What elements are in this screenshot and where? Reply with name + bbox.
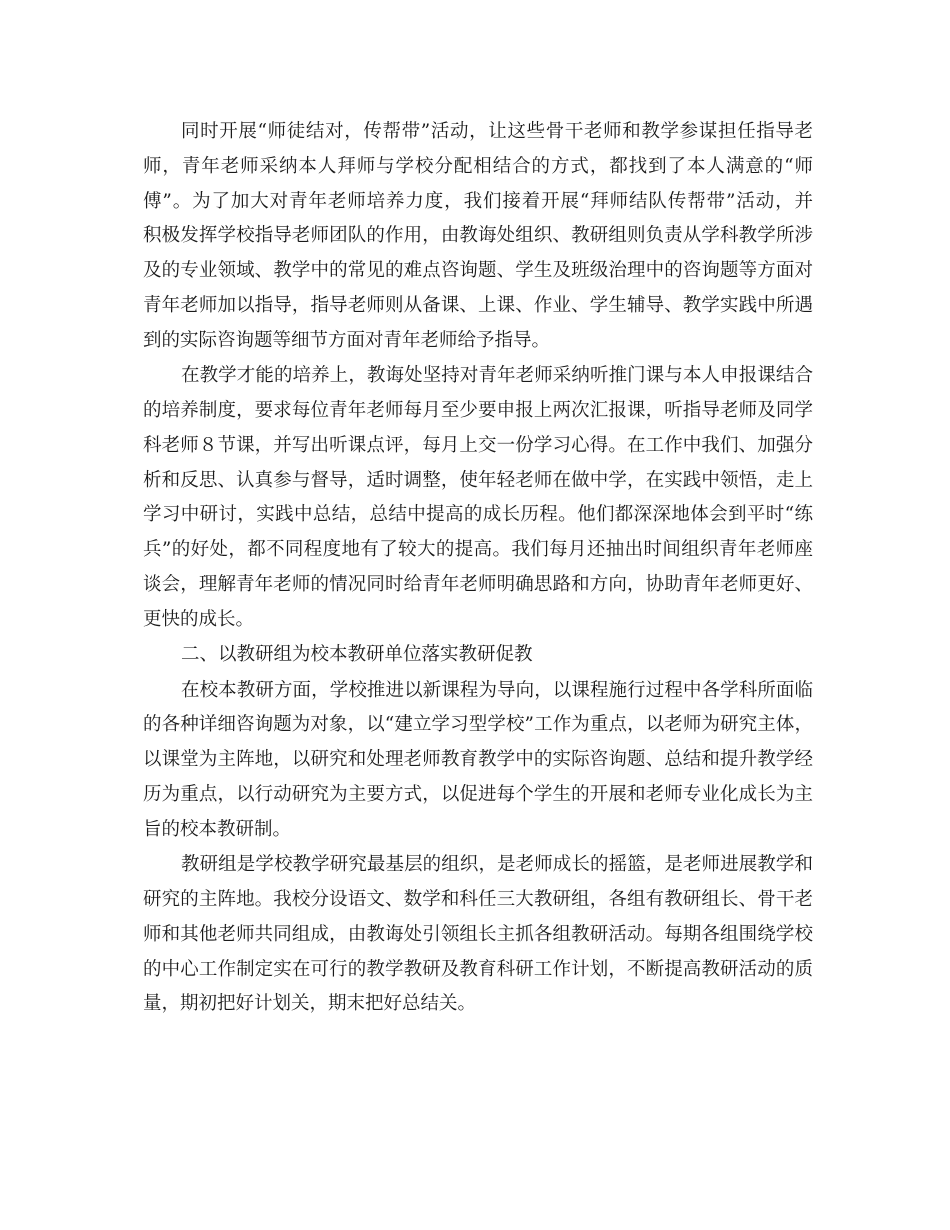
text-line: 教研组是学校教学研究最基层的组织，是老师成长的摇篮，是老师进展教学和 — [181, 854, 813, 876]
text-line: 量，期初把好计划关，期末把好总结关。 — [143, 993, 477, 1015]
text-line: 及的专业领域、教学中的常见的难点咨询题、学生及班级治理中的咨询题等方面对 — [143, 260, 813, 282]
text-line: 以课堂为主阵地，以研究和处理老师教育教学中的实际咨询题、总结和提升教学经 — [143, 749, 813, 771]
text-line: 析和反思、认真参与督导，适时调整，使年轻老师在做中学，在实践中领悟，走上 — [143, 469, 813, 491]
text-line: 科老师８节课，并写出听课点评，每月上交一份学习心得。在工作中我们、加强分 — [143, 434, 813, 456]
text-line: 的培养制度，要求每位青年老师每月至少要申报上两次汇报课，听指导老师及同学 — [143, 399, 813, 421]
text-line: 兵”的好处，都不同程度地有了较大的提高。我们每月还抽出时间组织青年老师座 — [143, 539, 813, 561]
text-line: 历为重点，以行动研究为主要方式，以促进每个学生的开展和老师专业化成长为主 — [143, 783, 813, 805]
text-line: 研究的主阵地。我校分设语文、数学和科任三大教研组，各组有教研组长、骨干老 — [143, 888, 813, 910]
document-body — [143, 115, 813, 1022]
text-line: 在教学才能的培养上，教诲处坚持对青年老师采纳听推门课与本人申报课结合 — [181, 365, 813, 387]
text-line: 学习中研讨，实践中总结，总结中提高的成长历程。他们都深深地体会到平时“练 — [143, 504, 813, 526]
section-heading-text: 二、以教研组为校本教研单位落实教研促教 — [181, 644, 533, 666]
paragraph-school-based-research — [143, 674, 813, 848]
text-line: 傅”。为了加大对青年老师培养力度，我们接着开展“拜师结队传帮带”活动，并 — [143, 190, 813, 212]
text-line: 师，青年老师采纳本人拜师与学校分配相结合的方式，都找到了本人满意的“师 — [143, 155, 813, 177]
paragraph-research-groups — [143, 848, 813, 1022]
text-line: 谈会，理解青年老师的情况同时给青年老师明确思路和方向，协助青年老师更好、 — [143, 573, 813, 595]
text-line: 积极发挥学校指导老师团队的作用，由教诲处组织、教研组则负责从学科教学所涉 — [143, 225, 813, 247]
text-line: 到的实际咨询题等细节方面对青年老师给予指导。 — [143, 329, 551, 351]
text-line: 旨的校本教研制。 — [143, 818, 292, 840]
section-heading — [143, 638, 813, 673]
paragraph-teaching-ability — [143, 359, 813, 637]
text-line: 师和其他老师共同组成，由教诲处引领组长主抓各组教研活动。每期各组围绕学校 — [143, 923, 813, 945]
text-line: 更快的成长。 — [143, 608, 255, 630]
text-line: 青年老师加以指导，指导老师则从备课、上课、作业、学生辅导、教学实践中所遇 — [143, 294, 813, 316]
text-line: 的各种详细咨询题为对象，以“建立学习型学校”工作为重点，以老师为研究主体， — [143, 714, 813, 736]
text-line: 的中心工作制定实在可行的教学教研及教育科研工作计划，不断提高教研活动的质 — [143, 958, 813, 980]
text-line: 在校本教研方面，学校推进以新课程为导向，以课程施行过程中各学科所面临 — [181, 679, 813, 701]
paragraph-mentoring — [143, 115, 813, 359]
text-line: 同时开展“师徒结对，传帮带”活动，让这些骨干老师和教学参谋担任指导老 — [181, 121, 813, 142]
